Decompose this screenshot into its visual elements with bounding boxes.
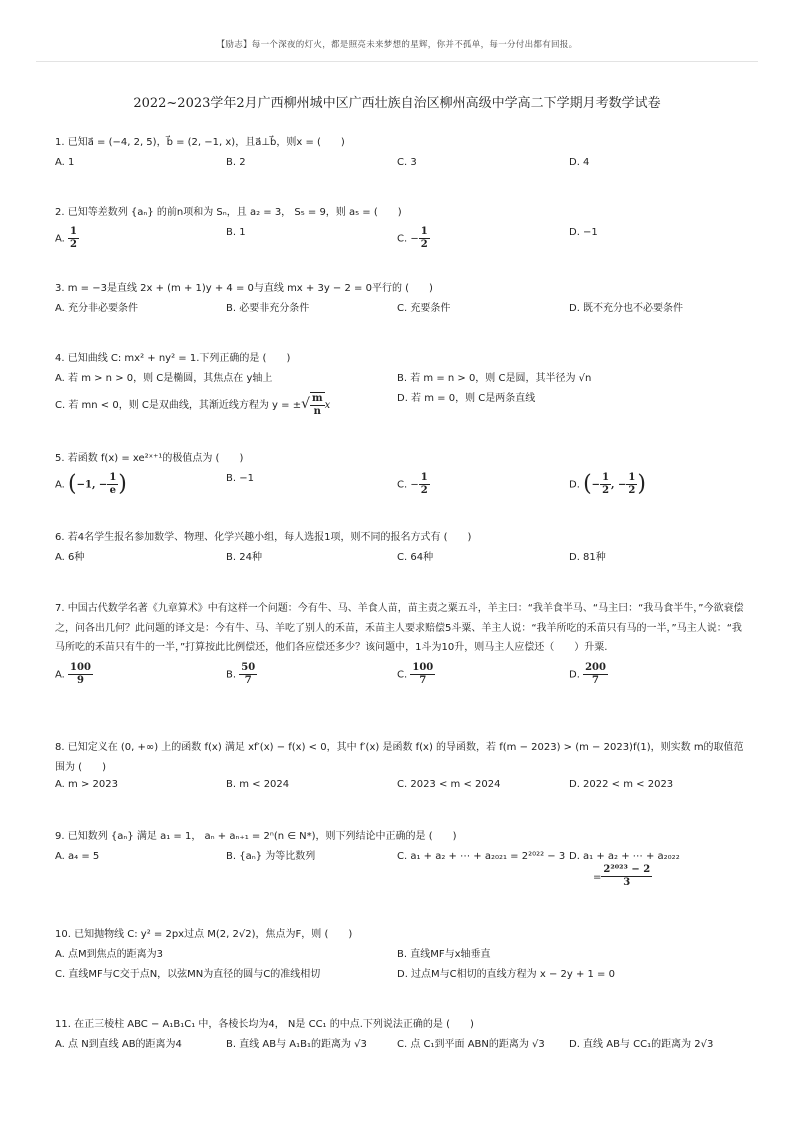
question-stem: 9. 已知数列 {aₙ} 满足 a₁ = 1， aₙ + aₙ₊₁ = 2ⁿ(n ∈ N*)，则下列结论中正确的是 ( ) [55, 831, 457, 842]
fraction [419, 472, 430, 497]
option-b[interactable]: B. {aₙ} 为等比数列 [226, 851, 316, 862]
option-d[interactable]: D. 4 [569, 157, 590, 168]
option-a[interactable] [55, 662, 93, 687]
option-c[interactable] [397, 662, 435, 687]
option-a[interactable] [55, 226, 79, 251]
exam-title: 2022~2023学年2月广西柳州城中区广西壮族自治区柳州高级中学高二下学期月考数学试卷 [133, 96, 661, 111]
option-label: D. [569, 479, 580, 491]
option-c[interactable]: C. 3 [397, 157, 417, 168]
option-row [55, 948, 745, 968]
denominator: 2 [602, 485, 610, 496]
question-1 [55, 136, 745, 176]
numerator: 1 [628, 472, 636, 483]
numerator: 100 [70, 661, 91, 673]
question-stem: 5. 若函数 f(x) = xe²ˣ⁺¹的极值点为 ( ) [55, 453, 244, 464]
denominator: 2 [420, 239, 428, 250]
question-2 [55, 206, 745, 252]
option-row [55, 551, 745, 571]
fraction [419, 226, 430, 251]
option-d[interactable] [569, 850, 680, 889]
fraction [68, 226, 79, 251]
minus-sign: − [591, 479, 601, 491]
numerator: 2²⁰²³ − 2 [603, 864, 651, 875]
option-d[interactable]: D. 81种 [569, 552, 606, 563]
question-stem: 11. 在正三棱柱 ABC − A₁B₁C₁ 中，各棱长均为4， N是 CC₁ 的中点.下列说法正确的是 ( ) [55, 1019, 474, 1030]
variable: x [324, 400, 331, 411]
denominator: e [109, 485, 116, 496]
option-d[interactable] [569, 662, 608, 687]
option-d[interactable]: D. −1 [569, 227, 598, 238]
option-d[interactable]: D. 2022 < m < 2023 [569, 779, 674, 790]
option-c[interactable]: C. 直线MF与C交于点N，以弦MN为直径的圆与C的准线相切 [55, 969, 321, 980]
header-divider [36, 61, 758, 62]
fraction [310, 392, 325, 418]
option-row [55, 226, 745, 252]
question-11 [55, 1018, 745, 1058]
separator: , − [611, 479, 627, 491]
denominator: 2 [420, 485, 428, 496]
question-10 [55, 928, 745, 988]
option-label: D. a₁ + a₂ + ⋯ + a₂₀₂₂ [569, 851, 680, 862]
option-c[interactable]: C. 64种 [397, 552, 434, 563]
option-label: A. [55, 233, 65, 245]
option-row [55, 778, 745, 798]
question-5 [55, 452, 745, 502]
option-label: C. − [397, 233, 419, 245]
numerator: m [312, 393, 323, 404]
question-9 [55, 830, 745, 890]
denominator: 7 [419, 674, 427, 686]
option-d[interactable]: D. 既不充分也不必要条件 [569, 303, 684, 314]
expression: −1, − [76, 479, 108, 491]
denominator: 2 [70, 239, 77, 250]
numerator: 1 [602, 472, 610, 483]
paren-close: ) [118, 471, 127, 497]
numerator: 200 [585, 661, 606, 673]
option-a[interactable]: A. 点 N到直线 AB的距离为4 [55, 1039, 182, 1050]
option-c[interactable] [397, 472, 430, 497]
fraction [626, 472, 637, 497]
option-label: A. [55, 479, 65, 491]
option-b[interactable]: B. 24种 [226, 552, 262, 563]
denominator: 2 [628, 485, 636, 496]
question-stem: 3. m = −3是直线 2x + (m + 1)y + 4 = 0与直线 mx + 3y − 2 = 0平行的 ( ) [55, 283, 433, 294]
option-c[interactable]: C. a₁ + a₂ + ⋯ + a₂₀₂₁ = 2²⁰²² − 3 [397, 851, 566, 862]
question-stem: 8. 已知定义在 (0, +∞) 上的函数 f(x) 满足 xf′(x) − f(x) < 0，其中 f′(x) 是函数 f(x) 的导函数，若 f(m − 2023) > (m − 2023)f(1)，则实数 m的取值范围为 ( ) [55, 742, 744, 773]
option-row [55, 472, 745, 502]
option-a[interactable] [55, 472, 127, 497]
option-row [55, 968, 745, 988]
option-b[interactable]: B. 必要非充分条件 [226, 303, 310, 314]
denominator: 3 [623, 877, 631, 888]
fraction [600, 472, 611, 497]
numerator: 100 [412, 661, 434, 673]
option-row [55, 372, 745, 392]
numerator: 1 [420, 226, 428, 237]
question-stem: 6. 若4名学生报名参加数学、物理、化学兴趣小组，每人选报1项，则不同的报名方式有 ( ) [55, 532, 472, 543]
fraction [239, 662, 257, 687]
option-a[interactable]: A. 1 [55, 157, 75, 168]
option-row [55, 1038, 745, 1058]
numerator: 50 [241, 661, 256, 673]
option-a[interactable]: A. 若 m > n > 0，则 C是椭圆，其焦点在 y轴上 [55, 373, 273, 384]
option-a[interactable]: A. 点M到焦点的距离为3 [55, 949, 164, 960]
option-b[interactable]: B. −1 [226, 473, 254, 484]
question-4 [55, 352, 745, 418]
option-c[interactable]: C. 充要条件 [397, 303, 451, 314]
option-b[interactable]: B. 若 m = n > 0，则 C是圆，其半径为 √n [397, 373, 592, 384]
option-label: C. [397, 669, 408, 680]
paren-open: ( [583, 471, 592, 497]
paren-open: ( [68, 471, 77, 497]
numerator: 1 [420, 472, 428, 483]
denominator: n [313, 406, 321, 417]
question-stem: 2. 已知等差数列 {aₙ} 的前n项和为 Sₙ，且 a₂ = 3， S₅ = 9，则 a₅ = ( ) [55, 207, 402, 218]
option-row [55, 302, 745, 322]
option-d[interactable] [569, 472, 646, 497]
option-label: B. [226, 669, 237, 680]
denominator: 9 [76, 674, 84, 686]
equals-sign: = [593, 871, 602, 883]
question-stem: 7. 中国古代数学名著《九章算术》中有这样一个问题：今有牛、马、羊食人苗，苗主责之粟五斗，羊主曰：“我羊食半马、“马主曰：“我马食半牛，”今欲衰偿之，问各出几何？此问题的译文是：今有牛、马、羊吃了别人的禾苗，禾苗主人要求赔偿5斗粟、羊主人说：“我羊所吃的禾苗只有马的一半，”马主人说：“我马所吃的禾苗只有牛的一半，”打算按此比例偿还，他们各应偿还多少？该问题中，1斗为10升，则马主人应偿还（ ）升粟. [55, 603, 744, 653]
question-3 [55, 282, 745, 322]
fraction [107, 472, 118, 497]
option-c[interactable] [397, 226, 430, 251]
option-a[interactable]: A. 6种 [55, 552, 85, 563]
option-a[interactable]: A. m > 2023 [55, 779, 118, 790]
denominator: 7 [592, 674, 599, 686]
question-6 [55, 531, 745, 571]
option-a[interactable]: A. a₄ = 5 [55, 851, 100, 862]
fraction [410, 662, 435, 687]
option-b[interactable]: B. m < 2024 [226, 779, 290, 790]
option-c[interactable]: C. 2023 < m < 2024 [397, 779, 501, 790]
option-row [55, 156, 745, 176]
option-b[interactable]: B. 2 [226, 157, 246, 168]
numerator: 1 [70, 226, 77, 237]
fraction [68, 662, 93, 687]
option-b[interactable]: B. 直线MF与x轴垂直 [397, 949, 491, 960]
question-stem: 1. 已知a⃗ = (−4, 2, 5)，b⃗ = (2, −1, x)，且a⃗⊥b⃗，则x = ( ) [55, 137, 345, 148]
option-d[interactable]: D. 若 m = 0，则 C是两条直线 [397, 393, 536, 404]
option-row [55, 662, 745, 690]
option-b[interactable]: B. 1 [226, 227, 246, 238]
option-c[interactable]: C. 点 C₁到平面 ABN的距离为 √3 [397, 1039, 545, 1050]
fraction [583, 662, 608, 687]
option-label: C. 若 mn < 0，则 C是双曲线，其渐近线方程为 y = ± [55, 400, 302, 411]
option-row [55, 392, 745, 418]
option-label: A. [55, 669, 65, 680]
option-d[interactable]: D. 过点M与C相切的直线方程为 x − 2y + 1 = 0 [397, 969, 615, 980]
question-8 [55, 738, 745, 798]
option-c[interactable] [55, 392, 330, 418]
sqrt-icon: √ [301, 396, 310, 412]
option-b[interactable]: B. 直线 AB与 A₁B₁的距离为 √3 [226, 1039, 367, 1050]
option-label: D. [569, 669, 580, 680]
motto-banner: 【励志】每一个深夜的灯火，都是照亮未来梦想的星辉，你并不孤单，每一分付出都有回报。 [216, 40, 578, 50]
denominator: 7 [244, 674, 252, 686]
question-7 [55, 599, 745, 690]
fraction [601, 864, 652, 889]
option-a[interactable]: A. 充分非必要条件 [55, 303, 139, 314]
option-row [55, 850, 745, 890]
option-b[interactable] [226, 662, 257, 687]
paren-close: ) [637, 471, 646, 497]
question-stem: 10. 已知抛物线 C: y² = 2px过点 M(2, 2√2)，焦点为F，则 ( ) [55, 929, 353, 940]
option-label: C. − [397, 479, 419, 491]
option-d[interactable]: D. 直线 AB与 CC₁的距离为 2√3 [569, 1039, 714, 1050]
numerator: 1 [109, 472, 117, 483]
question-stem: 4. 已知曲线 C: mx² + ny² = 1.下列正确的是 ( ) [55, 353, 291, 364]
